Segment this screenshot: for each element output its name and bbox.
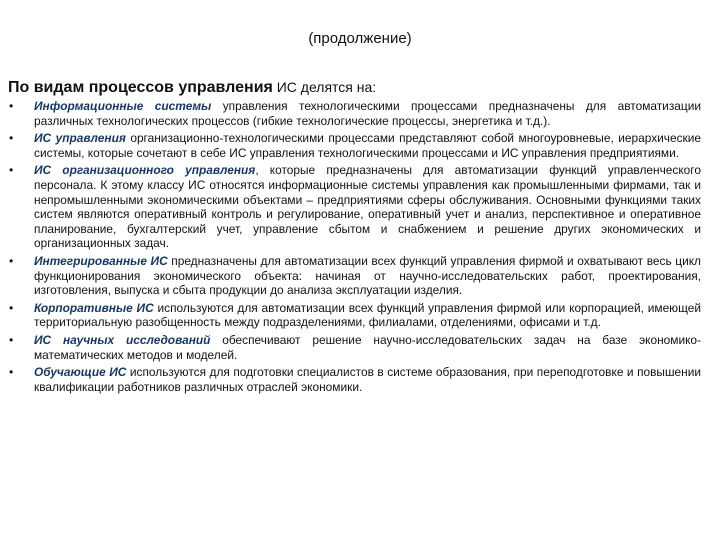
list-item [0,131,720,160]
continuation-label: (продолжение) [308,30,412,47]
item-text: обеспечивают решение научно-исследовательских задач на базе экономико-математических методов и моделей. [34,332,702,362]
list-item [0,333,720,362]
item-term: Обучающие ИС [34,365,127,380]
item-term: ИС научных исследований [34,332,211,347]
bullet-icon: • [9,300,14,315]
item-term: Корпоративные ИС [34,300,154,315]
heading-bold: По видам процессов управления [8,79,273,96]
item-text: предназначены для автоматизации всех функций управления фирмой и охватывают весь цикл функционирования экономического объекта: начиная от научно-исследовательских работ, проектирования, изготовления, выпуска и сбыта продукции до анализа эксплуатации изделия. [34,253,701,298]
item-text: , которые предназначены для автоматизации функций управленческого персонала. К этому классу ИС относятся информационные системы управления как промышленными фирмами, так и непромышленными экономическими объектами – предприятиями сферы обслуживания. Основными функциями таких систем являются оперативный контроль и регулирование, оперативный учет и анализ, перспективное и оперативное планирование, бухгалтерский учет, управление сбытом и снабжением и решение других экономических и организационных задач. [34,163,701,251]
list-item [0,254,720,298]
item-text: используются для автоматизации всех функций управления фирмой или корпорацией, имеющей территориальную разобщенность между подразделениями, филиалами, отделениями, офисами и т.д. [34,300,702,330]
item-term: Информационные системы [34,99,212,113]
item-term: Интегрированные ИС [34,253,168,268]
list-item [0,163,720,251]
list-item [0,301,720,330]
bullet-icon: • [9,365,14,380]
item-text: используются для подготовки специалистов в системе образования, при переподготовке и повышении квалификации работников различных отраслей экономики. [34,365,701,394]
item-term: ИС организационного управления [34,163,256,178]
heading-rest: ИС делятся на: [272,79,377,95]
bullet-icon: • [9,253,14,268]
bullet-icon: • [9,332,14,347]
list-item [0,365,720,394]
bullet-icon: • [9,163,14,178]
bullet-icon: • [9,131,14,146]
list-item [0,99,720,128]
section-heading [8,79,376,97]
item-text: организационно-технологическими процессами представляют собой многоуровневые, иерархические системы, которые сочетают в себе ИС управления технологическими процессами и ИС управления предприятиями. [34,131,701,160]
classification-list [0,99,720,397]
item-text: управления технологическими процессами предназначены для автоматизации различных технологических процессов (гибкие технологические процессы, энергетика и т.д.). [34,99,701,128]
bullet-icon: • [9,99,14,113]
item-term: ИС управления [34,131,126,146]
